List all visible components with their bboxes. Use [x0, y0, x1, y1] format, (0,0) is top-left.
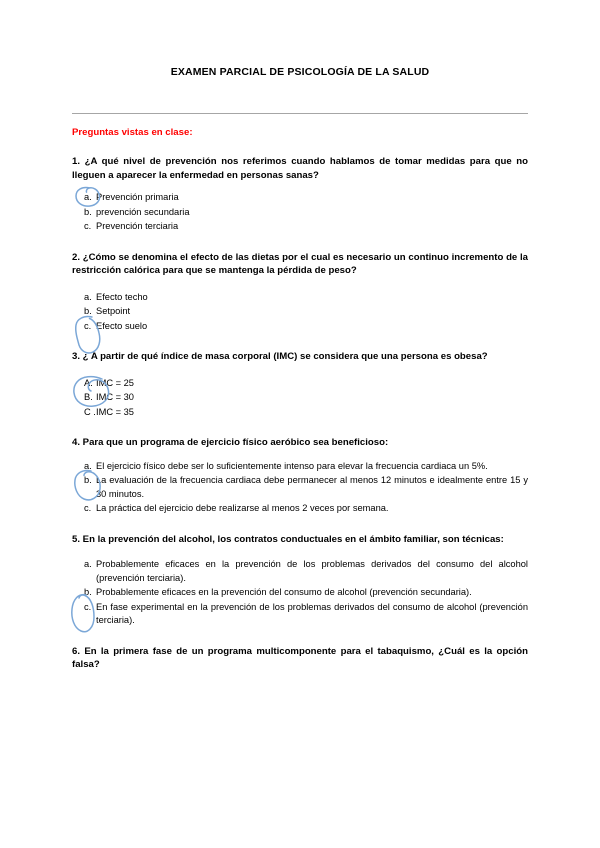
option-marker: a.: [84, 192, 92, 203]
option-marker: a.: [84, 460, 92, 471]
option-item[interactable]: [72, 406, 528, 419]
option-list-4: [72, 460, 528, 516]
option-item[interactable]: [72, 320, 528, 333]
header-divider: [72, 113, 528, 114]
question-block-4: [72, 436, 528, 515]
question-block-1: [72, 155, 528, 234]
option-marker: c.: [84, 503, 92, 514]
option-item[interactable]: [72, 305, 528, 318]
option-item[interactable]: [72, 377, 528, 390]
option-marker: b.: [84, 206, 92, 217]
question-text-4: 4. Para que un programa de ejercicio físico aeróbico sea beneficioso:: [72, 437, 389, 449]
option-list-1: [72, 191, 528, 233]
option-text: Prevención terciaria: [96, 221, 179, 232]
option-item[interactable]: [72, 460, 528, 473]
option-marker: a.: [84, 559, 92, 570]
question-block-6: [72, 645, 528, 672]
question-text-6: 6. En la primera fase de un programa multicomponente para el tabaquismo, ¿Cuál es la opción falsa?: [72, 645, 528, 671]
option-marker: b.: [84, 587, 92, 598]
question-block-5: [72, 533, 528, 628]
question-block-2: [72, 251, 528, 334]
option-marker: A.: [84, 377, 93, 388]
question-text-2: 2. ¿Cómo se denomina el efecto de las dietas por el cual es necesario un continuo incremento de la restricción calórica para que se mantenga la pérdida de peso?: [72, 251, 528, 277]
question-block-3: [72, 350, 528, 419]
option-text: prevención secundaria: [96, 206, 190, 217]
option-text: IMC = 35: [96, 406, 134, 417]
option-list-2: [72, 291, 528, 333]
option-text: Efecto techo: [96, 291, 148, 302]
option-item[interactable]: [72, 586, 528, 599]
question-text-5: 5. En la prevención del alcohol, los contratos conductuales en el ámbito familiar, son técnicas:: [72, 533, 504, 545]
option-item[interactable]: [72, 206, 528, 219]
document-body: [72, 0, 528, 672]
option-item[interactable]: [72, 291, 528, 304]
option-item[interactable]: [72, 601, 528, 628]
option-text: IMC = 30: [96, 392, 134, 403]
option-text: La práctica del ejercicio debe realizarse al menos 2 veces por semana.: [96, 503, 389, 514]
option-text: Probablemente eficaces en la prevención del consumo de alcohol (prevención secundaria).: [96, 587, 472, 598]
option-item[interactable]: [72, 191, 528, 204]
option-text: El ejercicio físico debe ser lo suficientemente intenso para elevar la frecuencia cardiaca un 5%.: [96, 460, 488, 471]
option-marker: b.: [84, 475, 92, 486]
option-text: Setpoint: [96, 306, 131, 317]
option-list-3: [72, 377, 528, 419]
option-text: Efecto suelo: [96, 320, 148, 331]
page-title: EXAMEN PARCIAL DE PSICOLOGÍA DE LA SALUD: [170, 66, 430, 78]
option-list-5: [72, 558, 528, 627]
option-item[interactable]: [72, 391, 528, 404]
option-text: Probablemente eficaces en la prevención de los problemas derivados del consumo del alcohol (prevención terciaria).: [96, 559, 528, 583]
option-marker: B.: [84, 392, 93, 403]
question-text-3: 3. ¿ A partir de qué índice de masa corporal (IMC) se considera que una persona es obesa?: [72, 351, 488, 363]
option-marker: a.: [84, 291, 92, 302]
option-marker: C .: [84, 406, 96, 417]
option-marker: c.: [84, 320, 92, 331]
option-marker: c.: [84, 221, 92, 232]
option-text: En fase experimental en la prevención de los problemas derivados del consumo de alcohol (prevención terciaria).: [96, 601, 528, 626]
option-item[interactable]: [72, 558, 528, 585]
option-item[interactable]: [72, 220, 528, 233]
option-item[interactable]: [72, 502, 528, 515]
option-text: IMC = 25: [96, 377, 134, 388]
question-text-1: 1. ¿A qué nivel de prevención nos referimos cuando hablamos de tomar medidas para que no lleguen a aparecer la enfermedad en personas sanas?: [72, 156, 528, 181]
option-marker: c.: [84, 601, 92, 612]
option-text: Prevención primaria: [96, 192, 179, 203]
option-text: La evaluación de la frecuencia cardiaca debe permanecer al menos 12 minutos e idealmente entre 15 y 30 minutos.: [96, 475, 528, 499]
option-marker: b.: [84, 306, 92, 317]
option-item[interactable]: [72, 474, 528, 501]
section-label: Preguntas vistas en clase:: [72, 127, 193, 138]
